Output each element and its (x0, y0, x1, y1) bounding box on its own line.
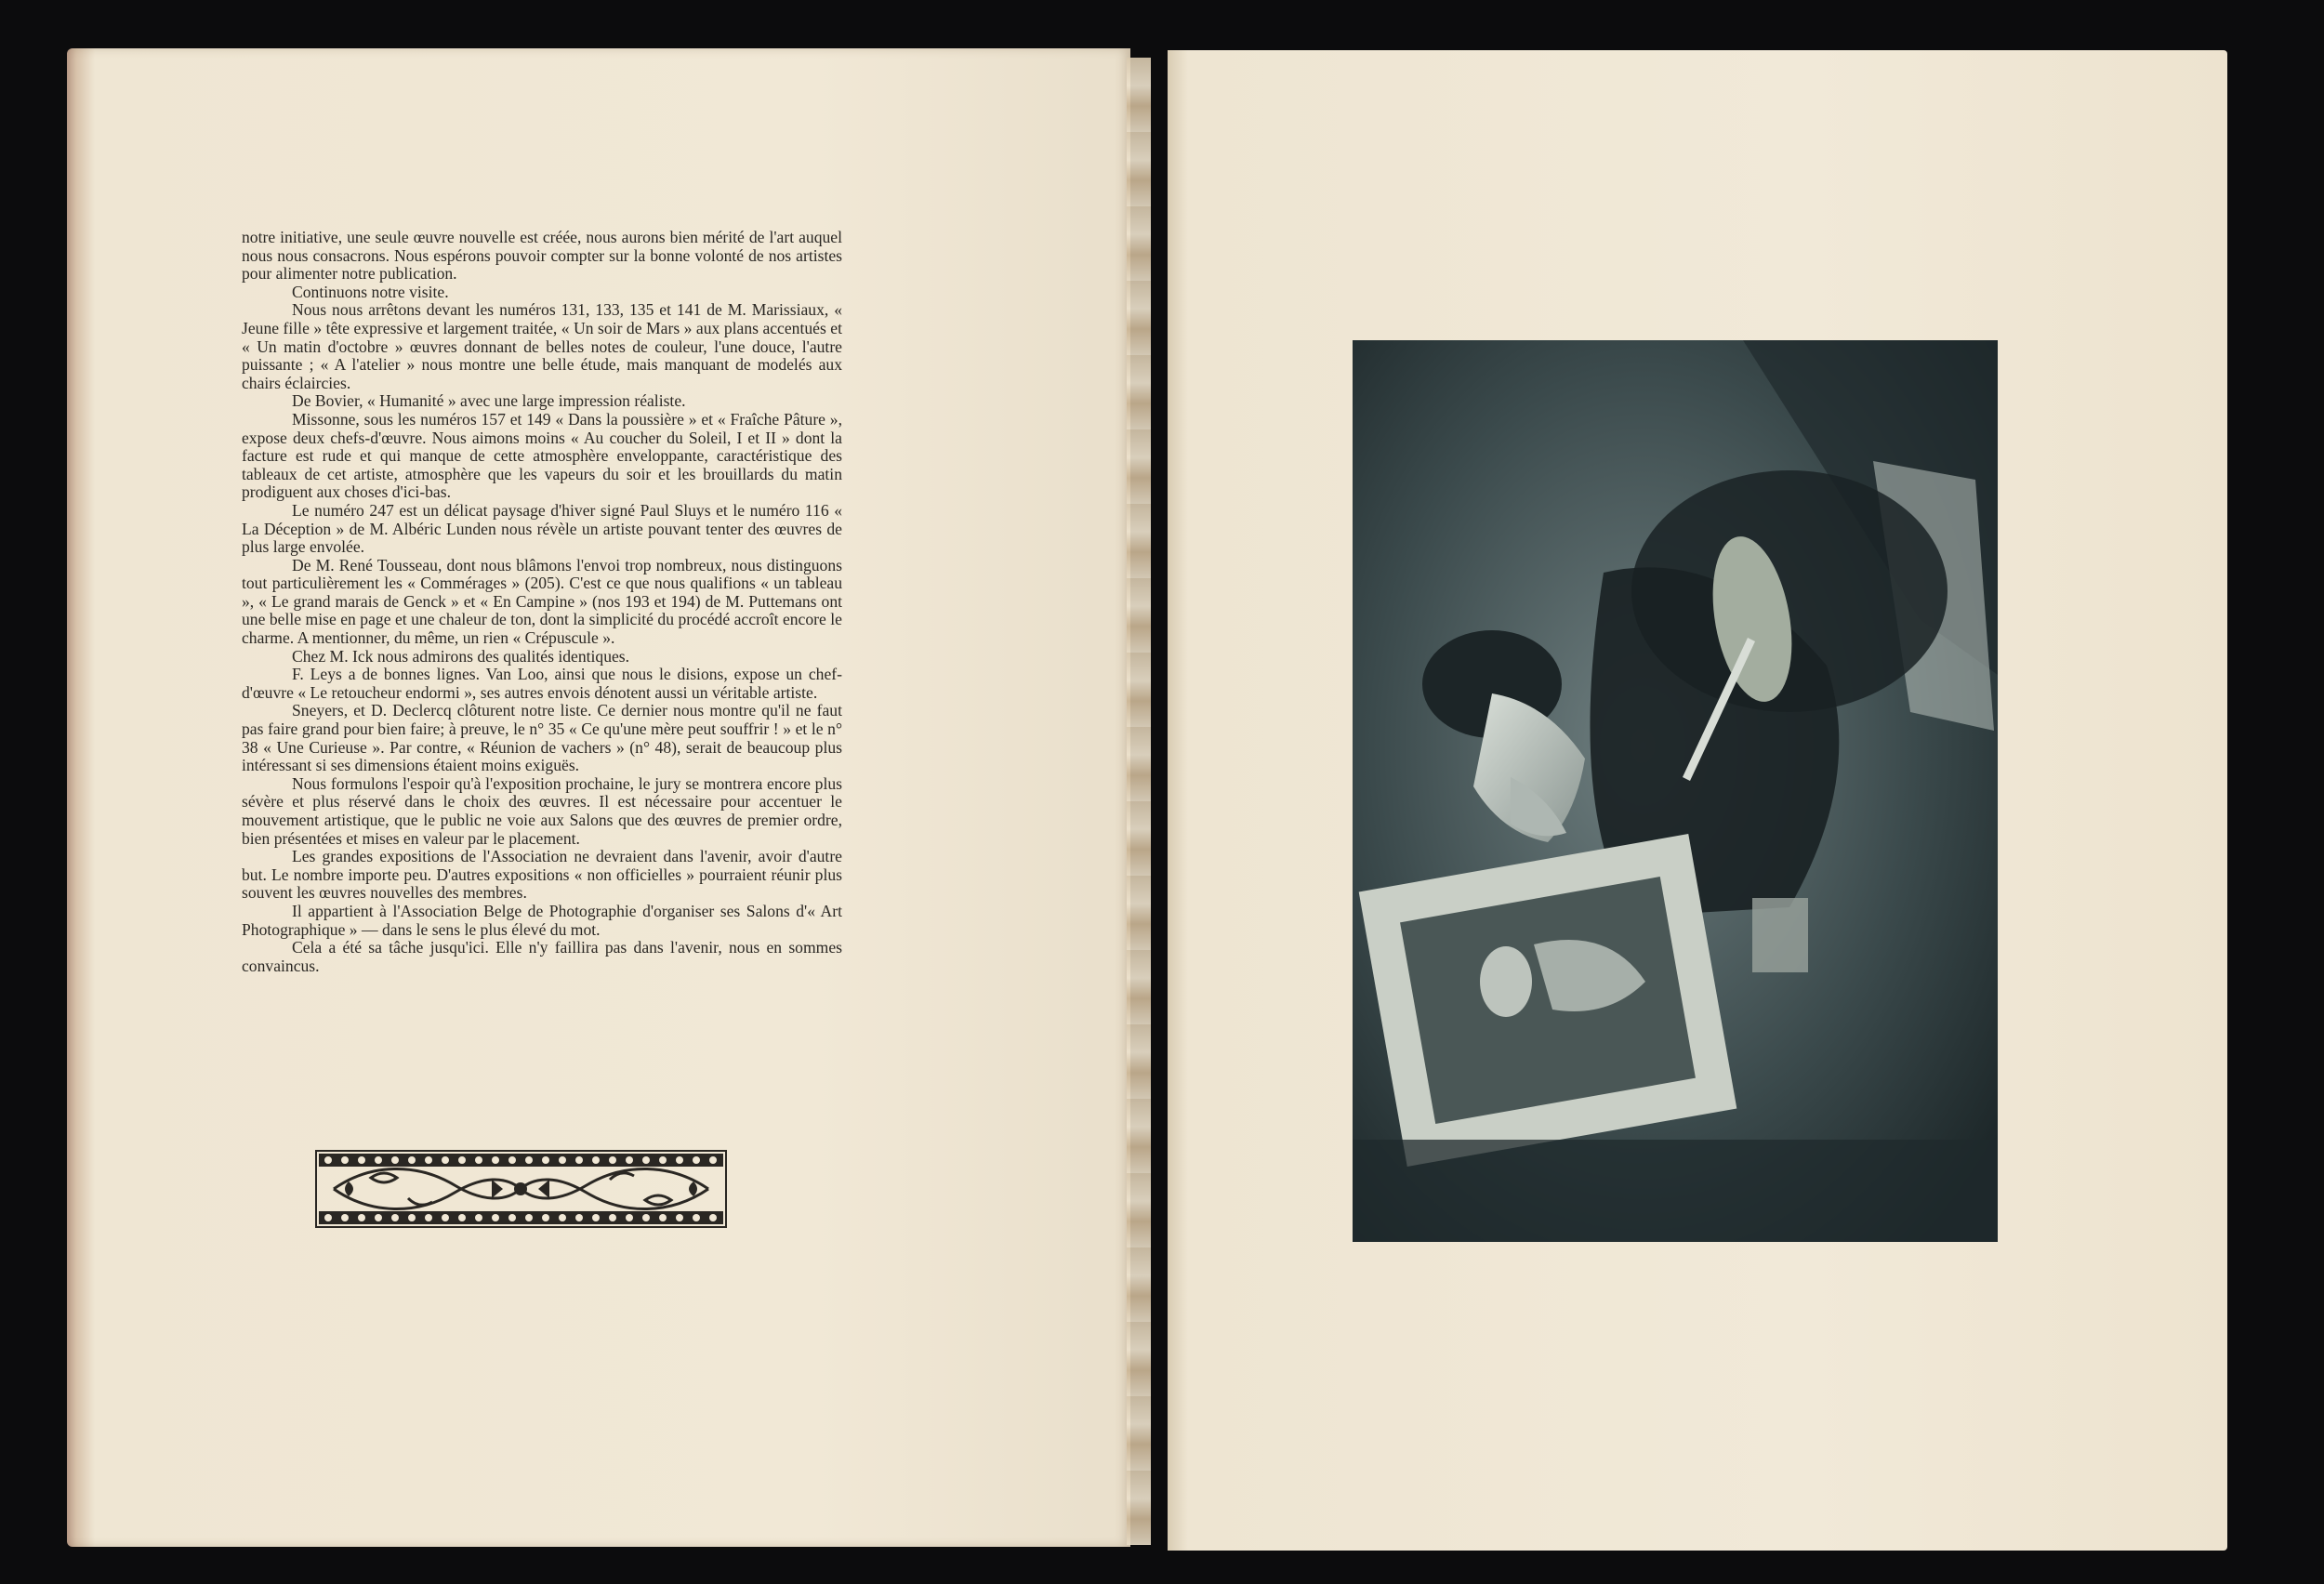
paragraph: Cela a été sa tâche jusqu'ici. Elle n'y faillira pas dans l'avenir, nous en sommes convaincus. (242, 938, 842, 975)
paragraph: Nous nous arrêtons devant les numéros 131, 133, 135 et 141 de M. Marissiaux, « Jeune fille » tête expressive et largement traitée, « Un soir de Mars » aux plans accentués et « Un matin d'octobre » œuvres donnant de belles notes de couleur, l'une douce, l'autre puissante ; « A l'atelier » nous montre une belle étude, mais manquant de modelés aux chairs éclaircies. (242, 300, 842, 392)
paragraph: F. Leys a de bonnes lignes. Van Loo, ainsi que nous le disions, expose un chef-d'œuvre « Le retoucheur endormi », ses autres envois dénotent aussi un véritable artiste. (242, 665, 842, 702)
paragraph: Nous formulons l'espoir qu'à l'exposition prochaine, le jury se montrera encore plus sévère et plus réservé dans le choix des œuvres. Il est nécessaire pour accentuer le mouvement artistique, que le public ne voie aux Salons que des œuvres de premier ordre, bien présentées et mises en valeur par le placement. (242, 773, 842, 848)
photograph-plate (1353, 340, 1998, 1242)
floral-scroll-ornament-icon (315, 1150, 727, 1228)
paragraph: De M. René Tousseau, dont nous blâmons l'envoi trop nombreux, nous distinguons tout particulièrement les « Commérages » (205). C'est ce que nous qualifions « un tableau », « Le grand marais de Genck » et « En Campine » (nos 193 et 194) de M. Puttemans ont une belle mise en page et une chaleur de ton, dont la simplicité du procédé accroît encore le charme. A mentionner, du même, un rien « Crépuscule ». (242, 555, 842, 648)
paragraph: Le numéro 247 est un délicat paysage d'hiver signé Paul Sluys et le numéro 116 « La Déception » de M. Albéric Lunden nous révèle un artiste pouvant tenter des œuvres de plus large envolée. (242, 500, 842, 557)
paragraph: Continuons notre visite. (292, 282, 449, 301)
paragraph: Missonne, sous les numéros 157 et 149 « Dans la poussière » et « Fraîche Pâture », expose deux chefs-d'œuvre. Nous aimons moins « Au coucher du Soleil, I et II » dont la facture est rude et qui manque de cette atmosphère enveloppante, caractéristique des tableaux de cet artiste, atmosphère que les vapeurs du soir et les brouillards du matin prodiguent aux choses d'ici-bas. (242, 409, 842, 502)
paragraph: Sneyers, et D. Declercq clôturent notre liste. Ce dernier nous montre qu'il ne faut pas faire grand pour bien faire; à preuve, le n° 35 « Ce qu'une mère peut souffrir ! » et le n° 38 « Une Curieuse ». Par contre, « Réunion de vachers » (n° 48), serait de beaucoup plus intéressant si ses dimensions étaient moins exiguës. (242, 701, 842, 775)
paragraph: Chez M. Ick nous admirons des qualités identiques. (292, 646, 630, 666)
paragraph: De Bovier, « Humanité » avec une large impression réaliste. (292, 391, 686, 411)
paragraph: Il appartient à l'Association Belge de Photographie d'organiser ses Salons d'« Art Photographique » — dans le sens le plus élevé du mot. (242, 901, 842, 939)
paragraph: Les grandes expositions de l'Association ne devraient dans l'avenir, avoir d'autre but. Le nombre importe peu. D'autres expositions « non officielles » pourraient réunir plus souvent les œuvres nouvelles des membres. (242, 847, 842, 903)
paragraph: notre initiative, une seule œuvre nouvelle est créée, nous aurons bien mérité de l'art auquel nous nous consacrons. Nous espérons pouvoir compter sur la bonne volonté de nos artistes pour alimenter notre publication. (242, 228, 842, 284)
article-text (242, 229, 842, 975)
